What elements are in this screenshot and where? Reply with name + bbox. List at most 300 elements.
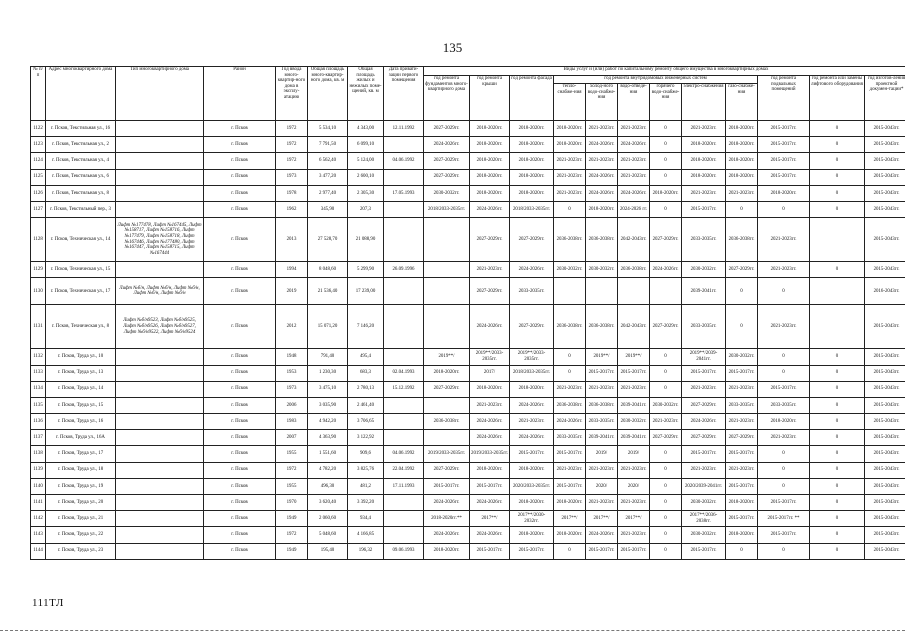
row-roof: 2018-2020гг. [470, 137, 510, 153]
row-gas: 2018-2020гг. [726, 121, 758, 137]
row-foundation: 2024-2026гг. [424, 527, 470, 543]
row-foundation: 2027-2029гг. [424, 381, 470, 397]
row-facade: 2021-2023гг. [510, 414, 554, 430]
row-elevator: 0 [810, 430, 865, 446]
row-foundation: 2027-2029гг. [424, 153, 470, 169]
row-priv-date: 17.11.1993 [384, 478, 424, 494]
row-cold-water: 2021-2023гг. [586, 462, 618, 478]
table-row [31, 278, 905, 305]
row-electric: 2015-2017гг. [682, 446, 726, 462]
row-res-area: 5 299,90 [348, 262, 384, 278]
row-gas: 2018-2020гг. [726, 169, 758, 185]
row-district: г. Псков [204, 153, 276, 169]
row-electric: 2021-2023гг. [682, 185, 726, 201]
row-foundation: 2027-2029гг. [424, 462, 470, 478]
header-foundation: год ремонта фундаментов много-квартирного дома [424, 76, 470, 121]
row-facade: 2015-2017гг. [510, 446, 554, 462]
row-total-area: 496,30 [308, 478, 348, 494]
row-gas: 2015-2017гг. [726, 446, 758, 462]
row-district: г. Псков [204, 397, 276, 413]
row-priv-date [384, 278, 424, 305]
row-cold-water: 2015-2017гг. [586, 365, 618, 381]
row-facade: 2018-2020гг. [510, 169, 554, 185]
row-drain: 2015-2017гг. [618, 543, 650, 559]
row-address: г. Псков, Труда ул., 22 [46, 527, 116, 543]
row-district: г. Псков [204, 495, 276, 511]
row-address: г. Псков, Техническая ул., 8 [46, 305, 116, 349]
row-heat: 2018-2020гг. [554, 495, 586, 511]
row-elevator: 0 [810, 365, 865, 381]
row-drain: 2024-2026гг. [618, 137, 650, 153]
row-priv-date: 26.09.1996 [384, 262, 424, 278]
header-electric: электро-снабжения [682, 84, 726, 121]
row-district: г. Псков [204, 169, 276, 185]
row-heat: 2021-2023гг. [554, 169, 586, 185]
row-elevator [810, 305, 865, 349]
row-total-area: 4 782,20 [308, 462, 348, 478]
row-house-type [116, 414, 204, 430]
row-year: 2019 [276, 278, 308, 305]
row-docs: 2015-2043гг. [865, 201, 905, 217]
row-facade: 2018/2033-2035гг. [510, 201, 554, 217]
row-basement: 2015-2017гг. [758, 153, 810, 169]
row-house-type [116, 349, 204, 365]
row-priv-date [384, 349, 424, 365]
row-total-area: 27 528,70 [308, 218, 348, 262]
row-priv-date [384, 305, 424, 349]
row-house-type [116, 153, 204, 169]
row-district: г. Псков [204, 430, 276, 446]
row-res-area: 2 600,10 [348, 169, 384, 185]
row-hot-water: 0 [650, 511, 682, 527]
header-district: Район [204, 67, 276, 121]
row-electric: 2021-2023гг. [682, 121, 726, 137]
row-priv-date [384, 527, 424, 543]
row-priv-date [384, 201, 424, 217]
row-foundation [424, 430, 470, 446]
row-electric: 2033-2035гг. [682, 305, 726, 349]
row-facade: 2018-2020гг. [510, 381, 554, 397]
row-basement: 2018-2020гг. [758, 185, 810, 201]
row-basement: 2015-2017гг. [758, 121, 810, 137]
table-row [31, 121, 905, 137]
row-basement: 0 [758, 478, 810, 494]
row-year: 1970 [276, 495, 308, 511]
row-gas: 2021-2023гг. [726, 414, 758, 430]
row-address: г. Псков, Труда ул., 13 [46, 365, 116, 381]
row-drain: 2017**/ [618, 511, 650, 527]
row-address: г. Псков, Труда ул., 16А [46, 430, 116, 446]
row-district: г. Псков [204, 414, 276, 430]
row-roof: 2024-2026гг. [470, 430, 510, 446]
row-address: г. Псков, Труда ул., 17 [46, 446, 116, 462]
row-number: 1141 [31, 495, 46, 511]
row-docs: 2015-2043гг. [865, 511, 905, 527]
row-address: г. Псков, Техническая ул., 14 [46, 218, 116, 262]
row-house-type [116, 478, 204, 494]
row-foundation: 2030-2032гг. [424, 185, 470, 201]
row-house-type [116, 495, 204, 511]
row-address: г. Псков, Труда ул., 21 [46, 511, 116, 527]
row-total-area: 4 942,20 [308, 414, 348, 430]
row-year: 1983 [276, 414, 308, 430]
row-gas: 2015-2017гг. [726, 365, 758, 381]
row-electric: 2015-2017гг. [682, 201, 726, 217]
row-elevator: 0 [810, 381, 865, 397]
row-electric: 2030-2032гг. [682, 262, 726, 278]
row-hot-water: 2018-2020гг. [650, 185, 682, 201]
row-drain: 2021-2023гг. [618, 381, 650, 397]
header-drain: водо-отведе-ния [618, 84, 650, 121]
row-total-area: 2 977,40 [308, 185, 348, 201]
row-house-type [116, 543, 204, 559]
row-facade: 2018-2020гг. [510, 137, 554, 153]
row-cold-water: 2021-2023гг. [586, 495, 618, 511]
row-cold-water: 2039-2041гг. [586, 430, 618, 446]
row-address: г. Псков, Текстильная ул., 4 [46, 153, 116, 169]
row-elevator: 0 [810, 462, 865, 478]
row-facade: 2018-2020гг. [510, 495, 554, 511]
row-elevator [810, 218, 865, 262]
row-gas: 2021-2023гг. [726, 462, 758, 478]
row-year: 1949 [276, 511, 308, 527]
page-number: 135 [442, 40, 463, 55]
row-number: 1129 [31, 262, 46, 278]
header-docs: год изготов-ления проектной докумен-тации* [865, 76, 905, 121]
header-systems-group: год ремонта внутридомовых инженерных систем [554, 76, 758, 84]
row-basement: 0 [758, 201, 810, 217]
row-address: г. Псков, Текстильный пер., 3 [46, 201, 116, 217]
row-district: г. Псков [204, 278, 276, 305]
row-foundation: 2018-2020гг.** [424, 511, 470, 527]
row-res-area: 909,6 [348, 446, 384, 462]
row-foundation: 2027-2029гг. [424, 169, 470, 185]
row-gas: 2033-2035гг. [726, 397, 758, 413]
row-house-type [116, 121, 204, 137]
header-res-area: Общая площадь жилых и нежилых поме-щений, кв. м [348, 67, 384, 121]
row-number: 1140 [31, 478, 46, 494]
row-cold-water: 2033-2035гг. [586, 414, 618, 430]
row-house-type [116, 446, 204, 462]
row-house-type: Лифт №177478, Лифт №167445, Лифт №158717, Лифт №158716, Лифт №177479, Лифт №158718, Лифт №167446, Лифт №177480, Лифт №167447, Лифт №158715, Лифт №167444 [116, 218, 204, 262]
row-cold-water: 2018-2020гг. [586, 201, 618, 217]
row-foundation: 2015-2017гг. [424, 478, 470, 494]
row-elevator [810, 278, 865, 305]
table-row [31, 262, 905, 278]
row-year: 1949 [276, 543, 308, 559]
row-drain: 2021-2023гг. [618, 153, 650, 169]
row-res-area: 207,3 [348, 201, 384, 217]
row-basement: 2015-2017гг. [758, 495, 810, 511]
row-year: 2006 [276, 397, 308, 413]
row-basement: 2015-2017гг. [758, 169, 810, 185]
table-row [31, 495, 905, 511]
row-docs: 2015-2043гг. [865, 153, 905, 169]
row-foundation: 2036-2038гг. [424, 414, 470, 430]
row-res-area: 481,2 [348, 478, 384, 494]
row-total-area: 791,40 [308, 349, 348, 365]
row-total-area: 5 048,60 [308, 527, 348, 543]
row-house-type [116, 262, 204, 278]
row-hot-water: 0 [650, 349, 682, 365]
row-roof: 2024-2026гг. [470, 305, 510, 349]
row-heat: 2030-2032гг. [554, 262, 586, 278]
row-docs: 2015-2043гг. [865, 478, 905, 494]
row-hot-water: 0 [650, 153, 682, 169]
row-heat: 2021-2023гг. [554, 462, 586, 478]
row-cold-water: 2024-2026гг. [586, 527, 618, 543]
row-elevator: 0 [810, 349, 865, 365]
row-cold-water: 2024-2026гг. [586, 137, 618, 153]
row-roof: 2017**/ [470, 511, 510, 527]
row-year: 1948 [276, 349, 308, 365]
row-house-type [116, 511, 204, 527]
row-hot-water: 0 [650, 527, 682, 543]
row-total-area: 3 620,40 [308, 495, 348, 511]
table-row [31, 543, 905, 559]
row-house-type [116, 381, 204, 397]
row-hot-water: 0 [650, 121, 682, 137]
row-facade: 2027-2029гг. [510, 218, 554, 262]
row-district: г. Псков [204, 349, 276, 365]
capital-repair-table [30, 66, 905, 560]
row-number: 1136 [31, 414, 46, 430]
row-docs: 2015-2043гг. [865, 349, 905, 365]
header-facade: год ремонта фасада [510, 76, 554, 121]
row-electric: 2021-2023гг. [682, 381, 726, 397]
header-cold-water: холод-ного водо-снабже-ния [586, 84, 618, 121]
row-res-area: 3 392,20 [348, 495, 384, 511]
row-electric: 2033-2035гг. [682, 218, 726, 262]
row-district: г. Псков [204, 511, 276, 527]
row-priv-date: 17.05.1993 [384, 185, 424, 201]
header-heat: тепло-снабже-ния [554, 84, 586, 121]
row-priv-date: 04.06.1992 [384, 153, 424, 169]
row-heat: 2015-2017гг. [554, 478, 586, 494]
row-elevator: 0 [810, 169, 865, 185]
row-roof: 2024-2026гг. [470, 414, 510, 430]
row-roof: 2018-2020гг. [470, 381, 510, 397]
row-gas: 2018-2020гг. [726, 153, 758, 169]
row-hot-water: 2030-2032гг. [650, 397, 682, 413]
row-address: г. Псков, Техническая ул., 15 [46, 262, 116, 278]
table-row [31, 365, 905, 381]
row-cold-water: 2036-2038гг. [586, 397, 618, 413]
row-district: г. Псков [204, 305, 276, 349]
row-address: г. Псков, Труда ул., 14 [46, 381, 116, 397]
row-heat: 0 [554, 201, 586, 217]
row-hot-water: 0 [650, 446, 682, 462]
row-number: 1144 [31, 543, 46, 559]
row-roof: 2027-2029гг. [470, 278, 510, 305]
row-number: 1127 [31, 201, 46, 217]
table-row [31, 153, 905, 169]
row-house-type [116, 397, 204, 413]
row-elevator: 0 [810, 153, 865, 169]
row-docs: 2015-2043гг. [865, 381, 905, 397]
row-district: г. Псков [204, 478, 276, 494]
row-priv-date [384, 414, 424, 430]
row-elevator: 0 [810, 397, 865, 413]
header-year: Год ввода много-квартир-ного дома в эксплу-атацию [276, 67, 308, 121]
row-heat: 2018-2020гг. [554, 527, 586, 543]
table-row [31, 349, 905, 365]
row-foundation: 2019**/ [424, 349, 470, 365]
row-cold-water [586, 278, 618, 305]
row-res-area: 196,32 [348, 543, 384, 559]
row-year: 1972 [276, 137, 308, 153]
row-total-area: 2 060,60 [308, 511, 348, 527]
row-address: г. Псков, Труда ул., 15 [46, 397, 116, 413]
table-row [31, 169, 905, 185]
row-cold-water: 2021-2023гг. [586, 121, 618, 137]
row-priv-date: 22.04.1992 [384, 462, 424, 478]
row-hot-water: 2027-2029гг. [650, 218, 682, 262]
row-heat: 2036-2038гг. [554, 397, 586, 413]
row-district: г. Псков [204, 201, 276, 217]
row-res-area: 4 343,00 [348, 121, 384, 137]
row-electric: 2015-2017гг. [682, 543, 726, 559]
row-res-area: 7 146,20 [348, 305, 384, 349]
row-number: 1143 [31, 527, 46, 543]
row-basement: 2021-2023гг. [758, 430, 810, 446]
row-roof: 2018-2020гг. [470, 121, 510, 137]
row-gas: 2021-2023гг. [726, 381, 758, 397]
row-basement: 2015-2017гг. [758, 137, 810, 153]
row-district: г. Псков [204, 365, 276, 381]
row-elevator: 0 [810, 414, 865, 430]
row-hot-water: 0 [650, 381, 682, 397]
row-number: 1135 [31, 397, 46, 413]
table-row [31, 478, 905, 494]
row-docs: 2015-2043гг. [865, 137, 905, 153]
table-row [31, 381, 905, 397]
row-drain: 2015-2017гг. [618, 365, 650, 381]
row-electric: 2030-2032гг. [682, 527, 726, 543]
row-cold-water: 2019/ [586, 446, 618, 462]
row-drain: 2019/ [618, 446, 650, 462]
row-electric: 2039-2041гг. [682, 278, 726, 305]
row-year: 2013 [276, 218, 308, 262]
row-docs: 2015-2043гг. [865, 365, 905, 381]
table-body [31, 121, 905, 560]
row-total-area: 3 035,90 [308, 397, 348, 413]
row-docs: 2015-2043гг. [865, 121, 905, 137]
row-electric: 2020/2039-2041гг. [682, 478, 726, 494]
row-drain: 2036-2038гг. [618, 262, 650, 278]
row-number: 1124 [31, 153, 46, 169]
row-gas: 0 [726, 305, 758, 349]
row-roof: 2024-2026гг. [470, 201, 510, 217]
row-gas: 2015-2017гг. [726, 478, 758, 494]
header-roof: год ремонта крыши [470, 76, 510, 121]
row-hot-water: 0 [650, 478, 682, 494]
row-roof: 2018-2020гг. [470, 169, 510, 185]
row-year: 1972 [276, 527, 308, 543]
row-priv-date: 09.06.1993 [384, 543, 424, 559]
row-res-area: 3 706,65 [348, 414, 384, 430]
row-number: 1128 [31, 218, 46, 262]
table-row [31, 414, 905, 430]
row-number: 1133 [31, 365, 46, 381]
row-total-area: 1 230,30 [308, 365, 348, 381]
row-district: г. Псков [204, 543, 276, 559]
table-row [31, 446, 905, 462]
row-drain [618, 278, 650, 305]
row-drain: 2021-2023гг. [618, 169, 650, 185]
row-elevator: 0 [810, 137, 865, 153]
table-row [31, 527, 905, 543]
row-priv-date [384, 430, 424, 446]
row-elevator: 0 [810, 446, 865, 462]
row-docs: 2015-2043гг. [865, 185, 905, 201]
row-elevator: 0 [810, 185, 865, 201]
row-cold-water: 2021-2023гг. [586, 153, 618, 169]
row-basement: 2021-2023гг. [758, 262, 810, 278]
row-year: 1972 [276, 153, 308, 169]
row-drain: 2039-2041гг. [618, 397, 650, 413]
row-number: 1138 [31, 446, 46, 462]
row-hot-water: 2027-2029гг. [650, 430, 682, 446]
row-year: 1962 [276, 201, 308, 217]
row-res-area: 2 780,13 [348, 381, 384, 397]
row-total-area: 1 551,60 [308, 446, 348, 462]
row-facade: 2019**/2033-2035гг. [510, 349, 554, 365]
row-priv-date [384, 495, 424, 511]
row-hot-water: 2027-2029гг. [650, 305, 682, 349]
row-drain: 2021-2023гг. [618, 462, 650, 478]
row-house-type [116, 430, 204, 446]
row-basement: 2018-2020гг. [758, 414, 810, 430]
row-address: г. Псков, Текстильная ул., 6 [46, 169, 116, 185]
row-elevator: 0 [810, 262, 865, 278]
row-heat: 0 [554, 365, 586, 381]
row-elevator: 0 [810, 121, 865, 137]
row-docs: 2015-2043гг. [865, 414, 905, 430]
row-cold-water: 2036-2038гг. [586, 305, 618, 349]
row-electric: 2018-2020гг. [682, 137, 726, 153]
row-house-type [116, 185, 204, 201]
row-electric: 2027-2029гг. [682, 397, 726, 413]
row-address: г. Псков, Труда ул., 18 [46, 462, 116, 478]
row-roof: 2021-2023гг. [470, 397, 510, 413]
row-priv-date [384, 397, 424, 413]
row-total-area: 6 562,40 [308, 153, 348, 169]
row-docs: 2015-2043гг. [865, 305, 905, 349]
row-facade: 2017**/2030-2032гг. [510, 511, 554, 527]
row-facade: 2015-2017гг. [510, 543, 554, 559]
row-house-type [116, 365, 204, 381]
row-house-type: Лифт №б/н9523, Лифт №б/н9525, Лифт №б/н9526, Лифт №б/н9527, Лифт №б/н9522, Лифт №б/н9524 [116, 305, 204, 349]
row-electric: 2018-2020гг. [682, 153, 726, 169]
row-cold-water: 2015-2017гг. [586, 543, 618, 559]
row-gas: 2018-2020гг. [726, 495, 758, 511]
row-address: г. Псков, Труда ул., 10 [46, 349, 116, 365]
row-drain: 2021-2023гг. [618, 527, 650, 543]
row-number: 1125 [31, 169, 46, 185]
row-number: 1123 [31, 137, 46, 153]
row-basement: 2021-2023гг. [758, 305, 810, 349]
row-foundation [424, 278, 470, 305]
row-district: г. Псков [204, 218, 276, 262]
row-address: г. Псков, Техническая ул., 17 [46, 278, 116, 305]
row-heat: 2021-2023гг. [554, 381, 586, 397]
row-house-type: Лифт №б/н, Лифт №б/н, Лифт №б/н, Лифт №б/н, Лифт №б/н [116, 278, 204, 305]
row-gas: 0 [726, 543, 758, 559]
row-roof: 2024-2026гг. [470, 495, 510, 511]
row-drain: 2021-2023гг. [618, 121, 650, 137]
row-gas: 2021-2023гг. [726, 185, 758, 201]
